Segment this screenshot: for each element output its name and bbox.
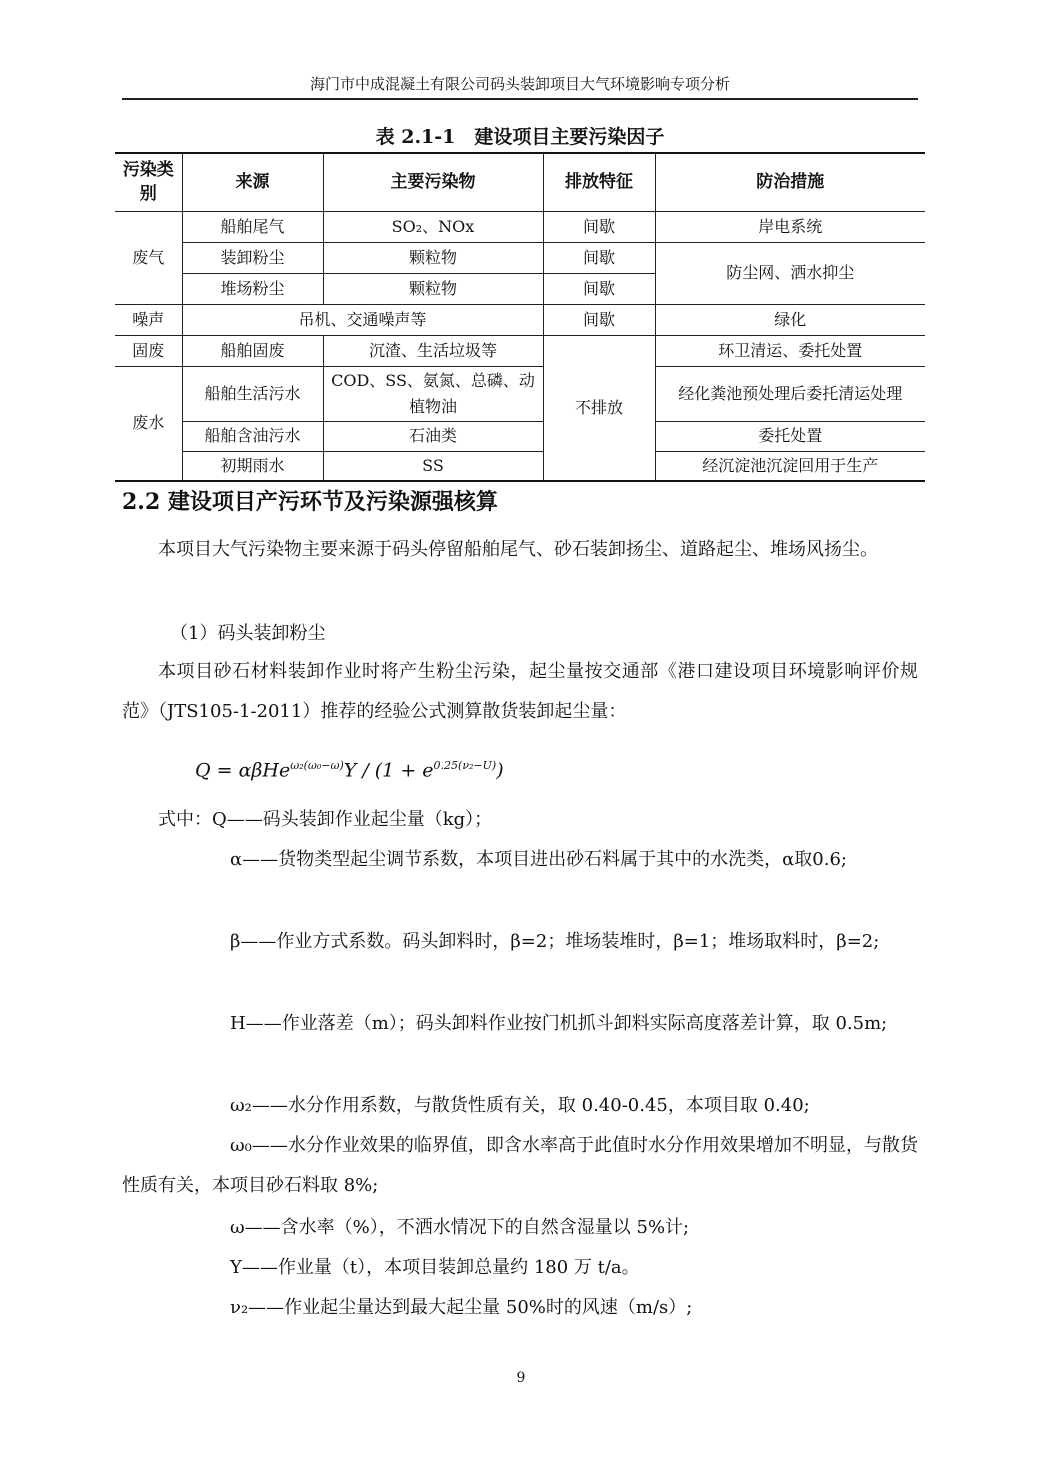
cell-source: 装卸粉尘 [182, 242, 323, 273]
cell-source: 船舶尾气 [182, 211, 323, 242]
cell-pollutant: 沉渣、生活垃圾等 [323, 335, 543, 366]
paragraph: ω₀——水分作业效果的临界值，即含水率高于此值时水分作用效果增加不明显，与散货性质有关，本项目砂石料取 8%; [122, 1135, 918, 1196]
section-heading: 2.2 建设项目产污环节及污染源强核算 [122, 489, 498, 515]
cell-source: 船舶固废 [182, 335, 323, 366]
header-emission: 排放特征 [543, 153, 655, 211]
cell-measure: 绿化 [655, 304, 925, 335]
page-number: 9 [516, 1370, 526, 1386]
cell-category: 固废 [115, 335, 182, 366]
cell-source: 船舶含油污水 [182, 421, 323, 451]
paragraph: 本项目砂石材料装卸作业时将产生粉尘污染，起尘量按交通部《港口建设项目环境影响评价规范》（JTS105-1-2011）推荐的经验公式测算散货装卸起尘量： [122, 661, 918, 722]
header-category: 污染类别 [115, 153, 182, 211]
cell-pollutant: SO₂、NOx [323, 211, 543, 242]
cell-pollutant: 石油类 [323, 421, 543, 451]
cell-emission: 不排放 [543, 335, 655, 481]
pollution-factor-table [115, 152, 925, 482]
cell-measure: 防尘网、洒水抑尘 [655, 242, 925, 304]
cell-emission: 间歇 [543, 304, 655, 335]
page-header: 海门市中成混凝土有限公司码头装卸项目大气环境影响专项分析 [122, 70, 918, 100]
cell-measure: 岸电系统 [655, 211, 925, 242]
table-row [115, 421, 925, 451]
paragraph: ω——含水率（%），不洒水情况下的自然含湿量以 5%计; [230, 1217, 690, 1238]
formula-mid: Y / (1 + e [343, 759, 434, 782]
paragraph: H——作业落差（m）；码头卸料作业按门机抓斗卸料实际高度落差计算，取 0.5m; [230, 1013, 888, 1034]
formula-lhs: Q = αβHe [195, 759, 291, 782]
formula-end: ) [496, 759, 504, 782]
cell-pollutant: SS [323, 451, 543, 481]
paragraph: 本项目大气污染物主要来源于码头停留船舶尾气、砂石装卸扬尘、道路起尘、堆场风扬尘。 [158, 539, 878, 560]
paragraph: Y——作业量（t），本项目装卸总量约 180 万 t/a。 [230, 1257, 640, 1278]
header-source: 来源 [182, 153, 323, 211]
cell-category: 废气 [115, 211, 182, 304]
paragraph: α——货物类型起尘调节系数，本项目进出砂石料属于其中的水洗类，α取0.6; [230, 849, 847, 870]
cell-measure: 经沉淀池沉淀回用于生产 [655, 451, 925, 481]
cell-source: 吊机、交通噪声等 [182, 304, 543, 335]
cell-emission: 间歇 [543, 211, 655, 242]
cell-source: 堆场粉尘 [182, 273, 323, 304]
table-header-row [115, 153, 925, 211]
paragraph: ν₂——作业起尘量达到最大起尘量 50%时的风速（m/s）; [230, 1297, 693, 1318]
cell-emission: 间歇 [543, 242, 655, 273]
table-caption: 表 2.1-1 建设项目主要污染因子 [375, 126, 665, 148]
cell-source: 船舶生活污水 [182, 366, 323, 421]
table-row [115, 242, 925, 273]
table-row [115, 211, 925, 242]
dust-formula [195, 748, 504, 788]
cell-measure: 环卫清运、委托处置 [655, 335, 925, 366]
paragraph: 式中：Q——码头装卸作业起尘量（kg）； [158, 809, 493, 830]
header-measure: 防治措施 [655, 153, 925, 211]
header-pollutant: 主要污染物 [323, 153, 543, 211]
table-row [115, 366, 925, 421]
cell-emission: 间歇 [543, 273, 655, 304]
cell-measure: 委托处置 [655, 421, 925, 451]
cell-category: 噪声 [115, 304, 182, 335]
table-row [115, 451, 925, 481]
cell-pollutant: 颗粒物 [323, 242, 543, 273]
cell-category: 废水 [115, 366, 182, 481]
paragraph: β——作业方式系数。码头卸料时，β=2；堆场装堆时，β=1；堆场取料时，β=2; [230, 931, 880, 952]
table-row [115, 304, 925, 335]
cell-source: 初期雨水 [182, 451, 323, 481]
formula-exponent-2: 0.25(ν₂−U) [433, 759, 497, 772]
cell-pollutant: COD、SS、氨氮、总磷、动植物油 [323, 366, 543, 421]
cell-measure: 经化粪池预处理后委托清运处理 [655, 366, 925, 421]
paragraph: ω₂——水分作用系数，与散货性质有关，取 0.40-0.45，本项目取 0.40; [230, 1095, 810, 1116]
cell-pollutant: 颗粒物 [323, 273, 543, 304]
subheading: （1）码头装卸粉尘 [170, 623, 326, 644]
table-row [115, 335, 925, 366]
formula-exponent-1: ω₂(ω₀−ω) [290, 759, 344, 772]
